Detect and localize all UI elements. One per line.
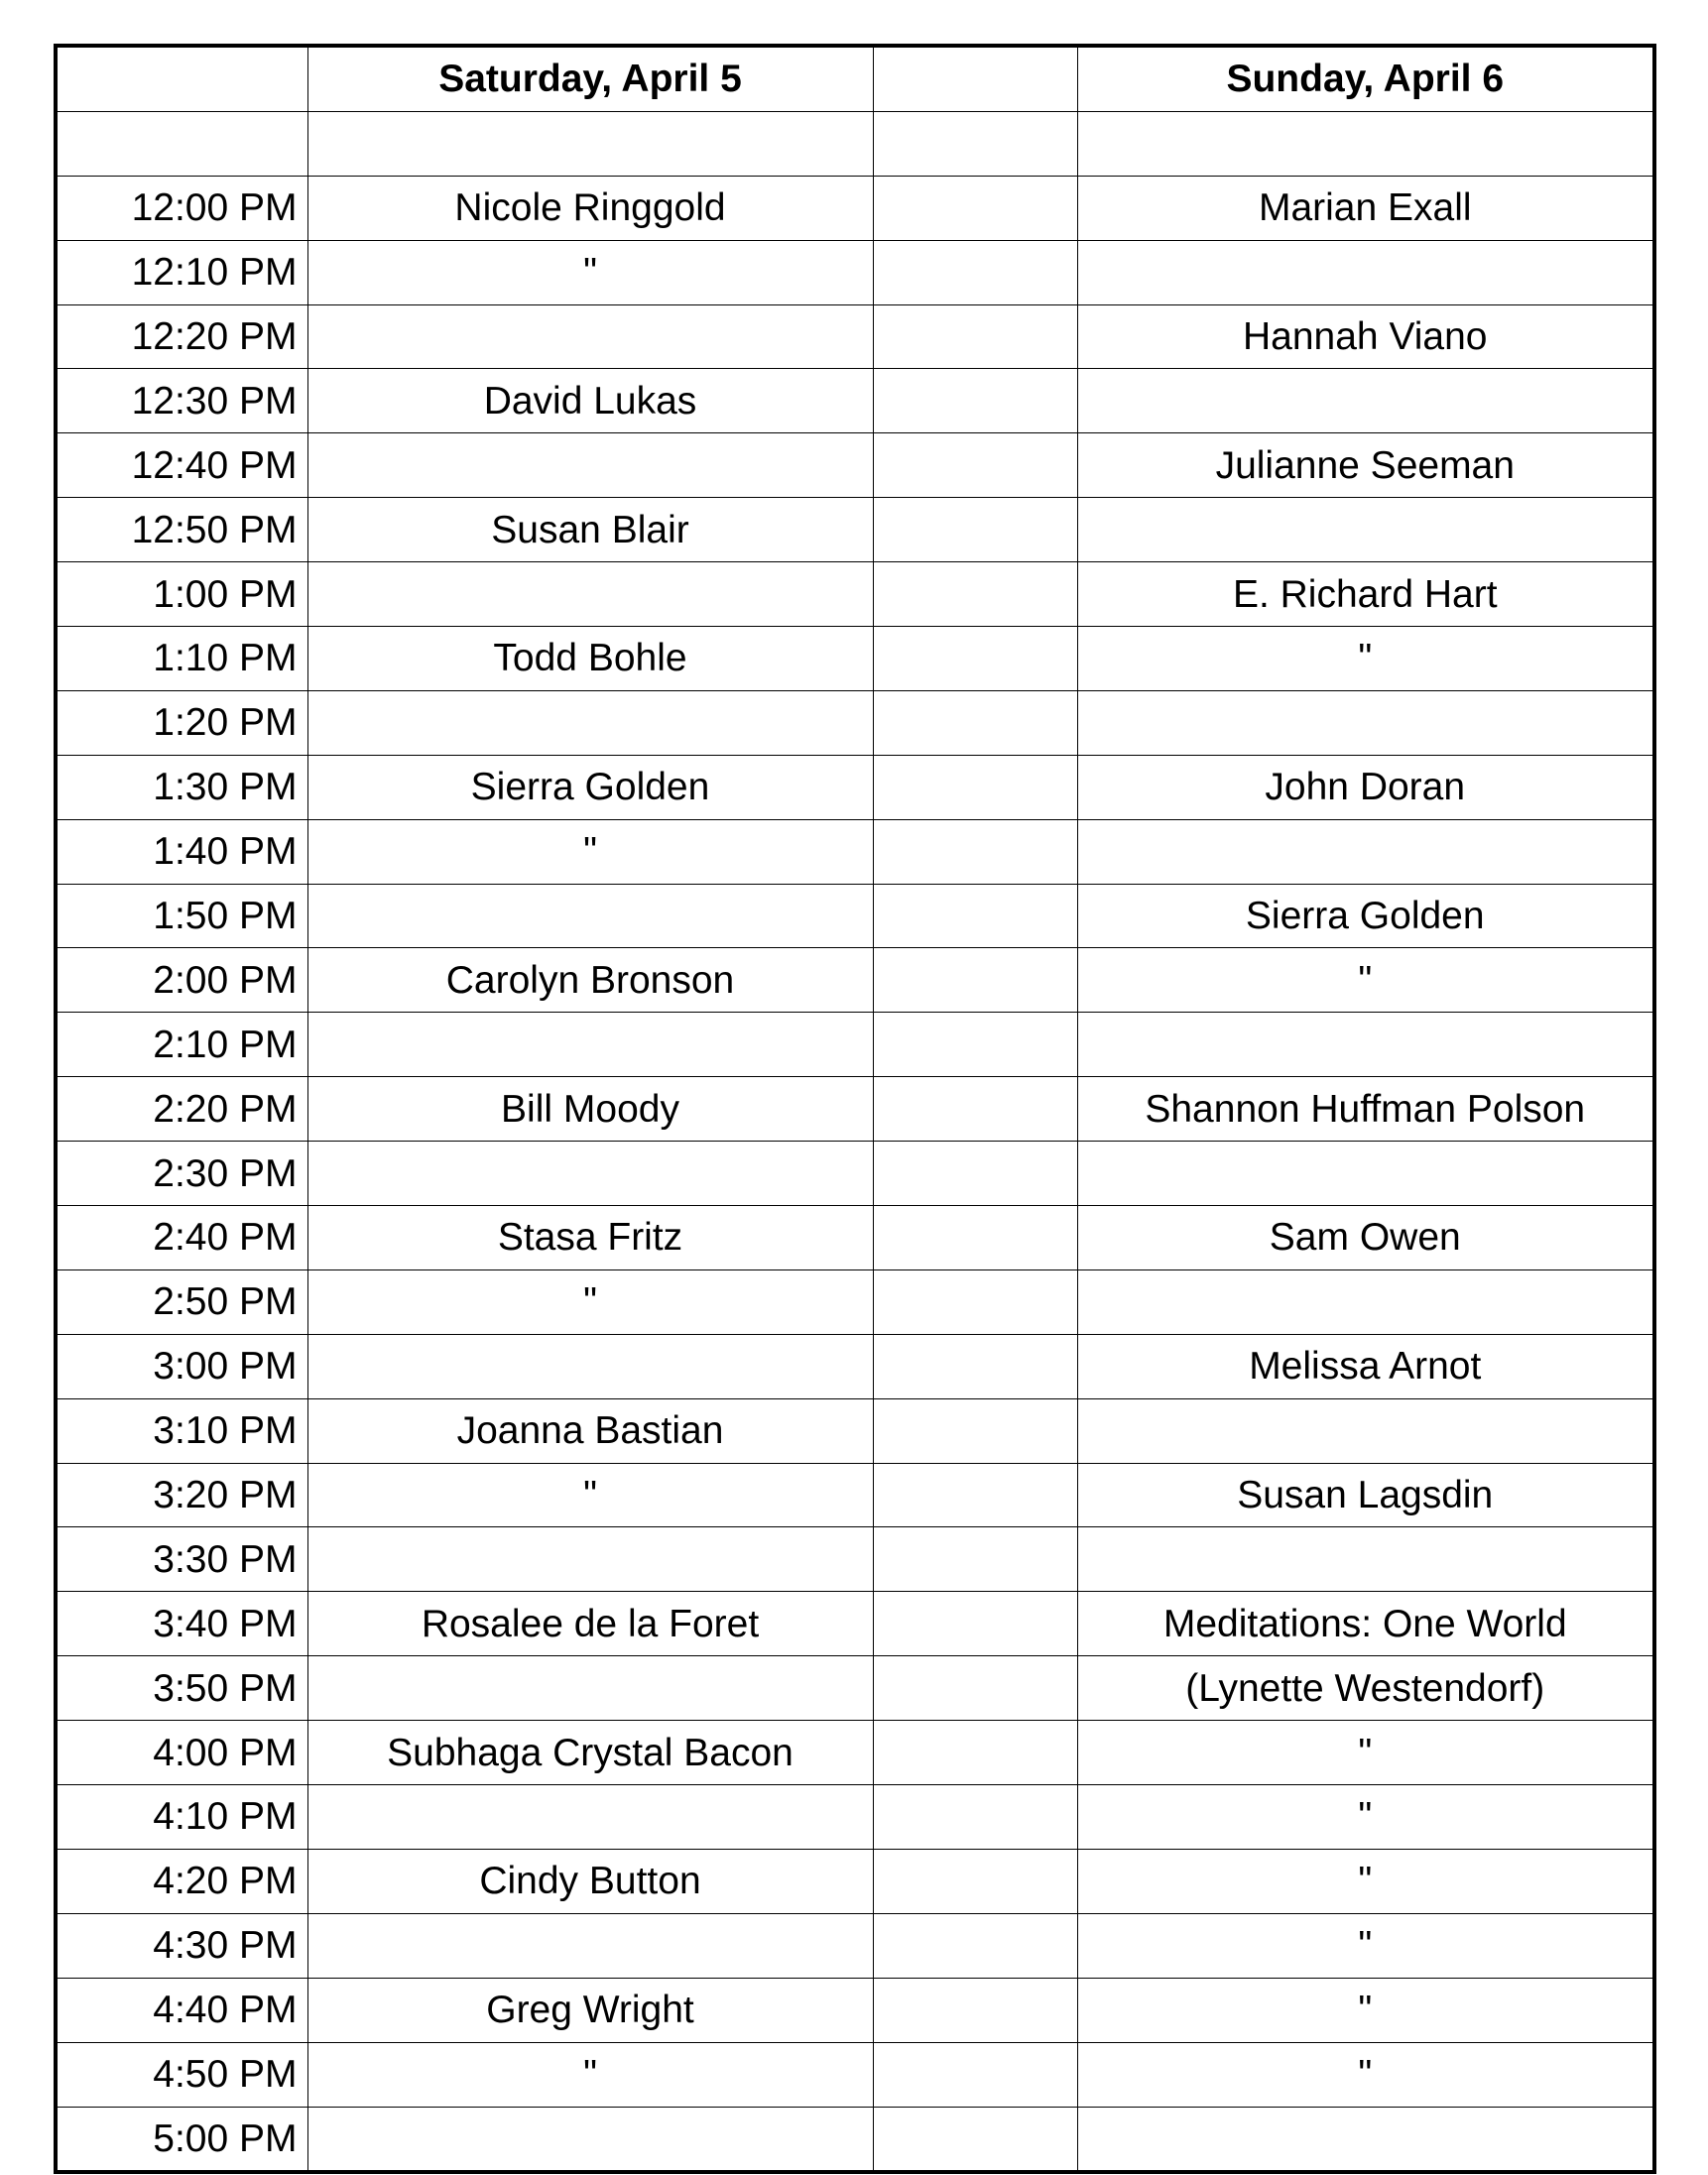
table-row xyxy=(56,1334,1654,1398)
spacer-cell xyxy=(873,562,1077,627)
time-cell: 2:40 PM xyxy=(56,1206,307,1270)
spacer-cell xyxy=(873,433,1077,498)
saturday-cell xyxy=(307,1013,873,1077)
table-row xyxy=(56,1013,1654,1077)
sunday-cell: Sam Owen xyxy=(1077,1206,1654,1270)
time-cell: 1:00 PM xyxy=(56,562,307,627)
sunday-cell: Susan Lagsdin xyxy=(1077,1463,1654,1527)
time-cell: 4:50 PM xyxy=(56,2042,307,2107)
table-row xyxy=(56,369,1654,433)
saturday-cell: Subhaga Crystal Bacon xyxy=(307,1721,873,1785)
saturday-cell: " xyxy=(307,1463,873,1527)
sunday-cell: " xyxy=(1077,1721,1654,1785)
spacer-cell xyxy=(873,2107,1077,2172)
table-row xyxy=(56,1463,1654,1527)
time-cell: 2:30 PM xyxy=(56,1142,307,1206)
spacer-cell xyxy=(873,1785,1077,1850)
saturday-cell xyxy=(307,562,873,627)
table-row xyxy=(56,111,1654,176)
time-cell: 2:10 PM xyxy=(56,1013,307,1077)
time-cell: 2:00 PM xyxy=(56,948,307,1013)
sunday-cell: Hannah Viano xyxy=(1077,304,1654,369)
sunday-cell xyxy=(1077,369,1654,433)
saturday-column-header: Saturday, April 5 xyxy=(307,46,873,111)
sunday-cell: " xyxy=(1077,1978,1654,2042)
time-cell: 1:50 PM xyxy=(56,884,307,948)
spacer-column-header xyxy=(873,46,1077,111)
time-cell: 3:40 PM xyxy=(56,1592,307,1656)
sunday-cell xyxy=(1077,1527,1654,1592)
time-cell: 3:30 PM xyxy=(56,1527,307,1592)
saturday-cell xyxy=(307,1656,873,1721)
table-row xyxy=(56,690,1654,755)
sunday-column-header: Sunday, April 6 xyxy=(1077,46,1654,111)
table-row xyxy=(56,304,1654,369)
time-cell: 1:40 PM xyxy=(56,819,307,884)
sunday-cell: " xyxy=(1077,948,1654,1013)
sunday-cell: " xyxy=(1077,627,1654,691)
schedule-table xyxy=(54,44,1656,2174)
saturday-cell xyxy=(307,111,873,176)
time-cell: 1:30 PM xyxy=(56,755,307,819)
saturday-cell: Carolyn Bronson xyxy=(307,948,873,1013)
spacer-cell xyxy=(873,1592,1077,1656)
time-cell: 4:30 PM xyxy=(56,1913,307,1978)
sunday-cell xyxy=(1077,819,1654,884)
table-row xyxy=(56,627,1654,691)
saturday-cell: " xyxy=(307,240,873,304)
saturday-cell: Todd Bohle xyxy=(307,627,873,691)
table-row xyxy=(56,433,1654,498)
table-row xyxy=(56,819,1654,884)
table-row xyxy=(56,1785,1654,1850)
spacer-cell xyxy=(873,1077,1077,1142)
saturday-cell xyxy=(307,2107,873,2172)
saturday-cell: " xyxy=(307,2042,873,2107)
time-cell: 12:40 PM xyxy=(56,433,307,498)
saturday-cell: Bill Moody xyxy=(307,1077,873,1142)
saturday-cell xyxy=(307,1913,873,1978)
spacer-cell xyxy=(873,1463,1077,1527)
table-row xyxy=(56,948,1654,1013)
time-cell: 5:00 PM xyxy=(56,2107,307,2172)
time-cell: 4:40 PM xyxy=(56,1978,307,2042)
spacer-cell xyxy=(873,1206,1077,1270)
spacer-cell xyxy=(873,1269,1077,1334)
table-row xyxy=(56,498,1654,562)
spacer-cell xyxy=(873,819,1077,884)
saturday-cell: Cindy Button xyxy=(307,1849,873,1913)
table-row xyxy=(56,1398,1654,1463)
saturday-cell: David Lukas xyxy=(307,369,873,433)
spacer-cell xyxy=(873,1656,1077,1721)
sunday-cell xyxy=(1077,690,1654,755)
sunday-cell xyxy=(1077,1142,1654,1206)
sunday-cell: Marian Exall xyxy=(1077,176,1654,240)
saturday-cell: " xyxy=(307,1269,873,1334)
saturday-cell xyxy=(307,1527,873,1592)
table-row xyxy=(56,884,1654,948)
table-row xyxy=(56,2042,1654,2107)
time-cell: 1:10 PM xyxy=(56,627,307,691)
table-row xyxy=(56,1077,1654,1142)
spacer-cell xyxy=(873,2042,1077,2107)
spacer-cell xyxy=(873,240,1077,304)
sunday-cell: " xyxy=(1077,1785,1654,1850)
header-row xyxy=(56,46,1654,111)
time-cell: 1:20 PM xyxy=(56,690,307,755)
time-cell: 3:20 PM xyxy=(56,1463,307,1527)
spacer-cell xyxy=(873,1013,1077,1077)
time-cell: 3:00 PM xyxy=(56,1334,307,1398)
time-cell: 4:00 PM xyxy=(56,1721,307,1785)
table-row xyxy=(56,2107,1654,2172)
time-cell: 12:30 PM xyxy=(56,369,307,433)
time-cell: 3:10 PM xyxy=(56,1398,307,1463)
spacer-cell xyxy=(873,498,1077,562)
spacer-cell xyxy=(873,1527,1077,1592)
sunday-cell: John Doran xyxy=(1077,755,1654,819)
saturday-cell xyxy=(307,690,873,755)
sunday-cell xyxy=(1077,2107,1654,2172)
saturday-cell: Nicole Ringgold xyxy=(307,176,873,240)
table-row xyxy=(56,1206,1654,1270)
saturday-cell: Sierra Golden xyxy=(307,755,873,819)
schedule-body xyxy=(56,111,1654,2172)
saturday-cell: Susan Blair xyxy=(307,498,873,562)
sunday-cell xyxy=(1077,1269,1654,1334)
time-cell: 12:00 PM xyxy=(56,176,307,240)
sunday-cell xyxy=(1077,1013,1654,1077)
sunday-cell: Melissa Arnot xyxy=(1077,1334,1654,1398)
time-cell: 2:50 PM xyxy=(56,1269,307,1334)
saturday-cell: Stasa Fritz xyxy=(307,1206,873,1270)
table-row xyxy=(56,562,1654,627)
spacer-cell xyxy=(873,1978,1077,2042)
time-cell: 4:20 PM xyxy=(56,1849,307,1913)
sunday-cell: (Lynette Westendorf) xyxy=(1077,1656,1654,1721)
table-row xyxy=(56,1849,1654,1913)
spacer-cell xyxy=(873,884,1077,948)
time-cell xyxy=(56,111,307,176)
spacer-cell xyxy=(873,1849,1077,1913)
spacer-cell xyxy=(873,304,1077,369)
spacer-cell xyxy=(873,1334,1077,1398)
saturday-cell xyxy=(307,1334,873,1398)
table-row xyxy=(56,1142,1654,1206)
table-row xyxy=(56,1721,1654,1785)
sunday-cell: Shannon Huffman Polson xyxy=(1077,1077,1654,1142)
time-column-header xyxy=(56,46,307,111)
saturday-cell: Joanna Bastian xyxy=(307,1398,873,1463)
table-row xyxy=(56,1656,1654,1721)
time-cell: 12:50 PM xyxy=(56,498,307,562)
spacer-cell xyxy=(873,369,1077,433)
spacer-cell xyxy=(873,948,1077,1013)
table-row xyxy=(56,176,1654,240)
table-row xyxy=(56,1269,1654,1334)
sunday-cell: " xyxy=(1077,2042,1654,2107)
saturday-cell xyxy=(307,1785,873,1850)
spacer-cell xyxy=(873,111,1077,176)
saturday-cell xyxy=(307,884,873,948)
spacer-cell xyxy=(873,1398,1077,1463)
time-cell: 4:10 PM xyxy=(56,1785,307,1850)
table-row xyxy=(56,1913,1654,1978)
sunday-cell: E. Richard Hart xyxy=(1077,562,1654,627)
sunday-cell: " xyxy=(1077,1849,1654,1913)
sunday-cell: " xyxy=(1077,1913,1654,1978)
sunday-cell xyxy=(1077,111,1654,176)
spacer-cell xyxy=(873,1913,1077,1978)
sunday-cell: Meditations: One World xyxy=(1077,1592,1654,1656)
sunday-cell: Sierra Golden xyxy=(1077,884,1654,948)
table-row xyxy=(56,240,1654,304)
time-cell: 12:10 PM xyxy=(56,240,307,304)
saturday-cell xyxy=(307,433,873,498)
time-cell: 2:20 PM xyxy=(56,1077,307,1142)
saturday-cell: " xyxy=(307,819,873,884)
table-row xyxy=(56,1978,1654,2042)
spacer-cell xyxy=(873,176,1077,240)
sunday-cell xyxy=(1077,240,1654,304)
time-cell: 12:20 PM xyxy=(56,304,307,369)
table-row xyxy=(56,755,1654,819)
table-row xyxy=(56,1592,1654,1656)
saturday-cell xyxy=(307,304,873,369)
sunday-cell xyxy=(1077,1398,1654,1463)
sunday-cell xyxy=(1077,498,1654,562)
table-row xyxy=(56,1527,1654,1592)
spacer-cell xyxy=(873,1142,1077,1206)
saturday-cell: Greg Wright xyxy=(307,1978,873,2042)
spacer-cell xyxy=(873,1721,1077,1785)
spacer-cell xyxy=(873,627,1077,691)
sunday-cell: Julianne Seeman xyxy=(1077,433,1654,498)
spacer-cell xyxy=(873,755,1077,819)
saturday-cell xyxy=(307,1142,873,1206)
saturday-cell: Rosalee de la Foret xyxy=(307,1592,873,1656)
spacer-cell xyxy=(873,690,1077,755)
time-cell: 3:50 PM xyxy=(56,1656,307,1721)
